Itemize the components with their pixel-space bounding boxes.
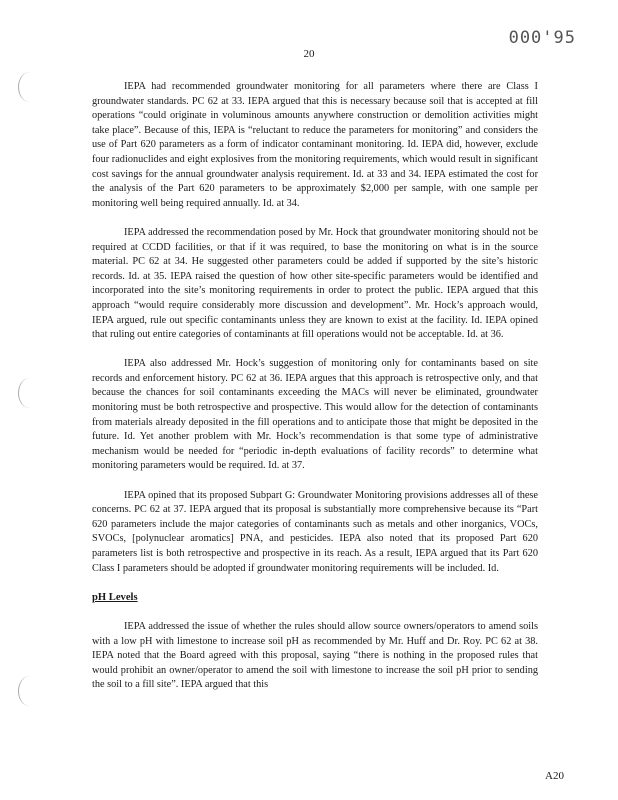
document-body [92, 80, 538, 708]
paragraph-hock-suggestion: IEPA also addressed Mr. Hock’s suggestion of monitoring only for contaminants based on site records and enforcement history. PC 62 at 36. IEPA argues that this approach is retrospective only, and that because the chances for soil contaminants exceeding the MACs will never be eliminated, groundwater monitoring must be both retrospective and prospective. This would allow for the detection of contaminants from materials already deposited in the fill operations and to anticipate those that might be deposited in the future. Id. Yet another problem with Mr. Hock’s recommendation is that some type of administrative mechanism would be needed for “periodic in-depth evaluations of facility records” to determine what monitoring parameters would be required. Id. at 37. [92, 358, 538, 472]
bates-stamp: 000'95 [508, 28, 576, 48]
punch-hole-mark [18, 72, 41, 102]
appendix-page-label: A20 [545, 770, 564, 782]
punch-hole-mark [18, 378, 41, 408]
paragraph-subpart-g: IEPA opined that its proposed Subpart G: Groundwater Monitoring provisions addresses all of these concerns. PC 62 at 37. IEPA argued that its proposal is substantially more comprehensive because its “Part 620 parameters include the major categories of contaminants such as metals and other inorganics, VOCs, SVOCs, [polynuclear aromatics] PNA, and pesticides. IEPA also noted that its proposed Part 620 parameters list is both retrospective and prospective in its reach. As a result, IEPA argued that its Part 620 Class I parameters should be adopted if groundwater monitoring requirements will be included. Id. [92, 489, 538, 574]
page-number: 20 [303, 48, 315, 60]
section-heading-ph-levels: pH Levels [92, 591, 138, 603]
paragraph-groundwater-monitoring: IEPA had recommended groundwater monitoring for all parameters where there are Class I groundwater standards. PC 62 at 33. IEPA argued that this is necessary because soil that is accepted at fill operations “could originate in voluminous amounts anywhere construction or demolition activities might take place”. Because of this, IEPA is “reluctant to reduce the parameters for monitoring” and considers the use of Part 620 parameters as a form of indicator contaminant monitoring. Id. IEPA did, however, exclude four radionuclides and eight explosives from the monitoring requirements, which would result in significant cost savings for the annual groundwater analysis requirement. Id. at 33 and 34. IEPA estimated the cost for the analysis of the Part 620 parameters to be approximately $2,000 per sample, with one sample per monitoring well being required annually. Id. at 34. [92, 81, 538, 209]
punch-hole-mark [18, 676, 41, 706]
paragraph-hock-recommendation: IEPA addressed the recommendation posed by Mr. Hock that groundwater monitoring should not be required at CCDD facilities, or that if it was required, to base the monitoring on what is in the source material. PC 62 at 34. He suggested other parameters could be added if supported by the site’s historic records. Id. at 35. IEPA raised the question of how other site-specific parameters would be identified and incorporated into the site’s monitoring requirements in order to protect the public. IEPA argued that this approach “would require considerably more discussion and development”. Mr. Hock’s approach would, IEPA argued, rule out specific contaminants unless they are known to exist at the facility. Id. IEPA opined that ruling out entire categories of contaminants at fill operations would not be acceptable. Id. at 36. [92, 226, 538, 341]
paragraph-ph-levels: IEPA addressed the issue of whether the rules should allow source owners/operators to amend soils with a low pH with limestone to increase soil pH as recommended by Mr. Huff and Dr. Roy. PC 62 at 38. IEPA noted that the Board agreed with this proposal, saying “there is nothing in the proposed rules that would prohibit an owner/operator to amend the soil with limestone to increase the soil pH prior to sending the soil to a fill site”. IEPA argued that this [92, 620, 538, 691]
